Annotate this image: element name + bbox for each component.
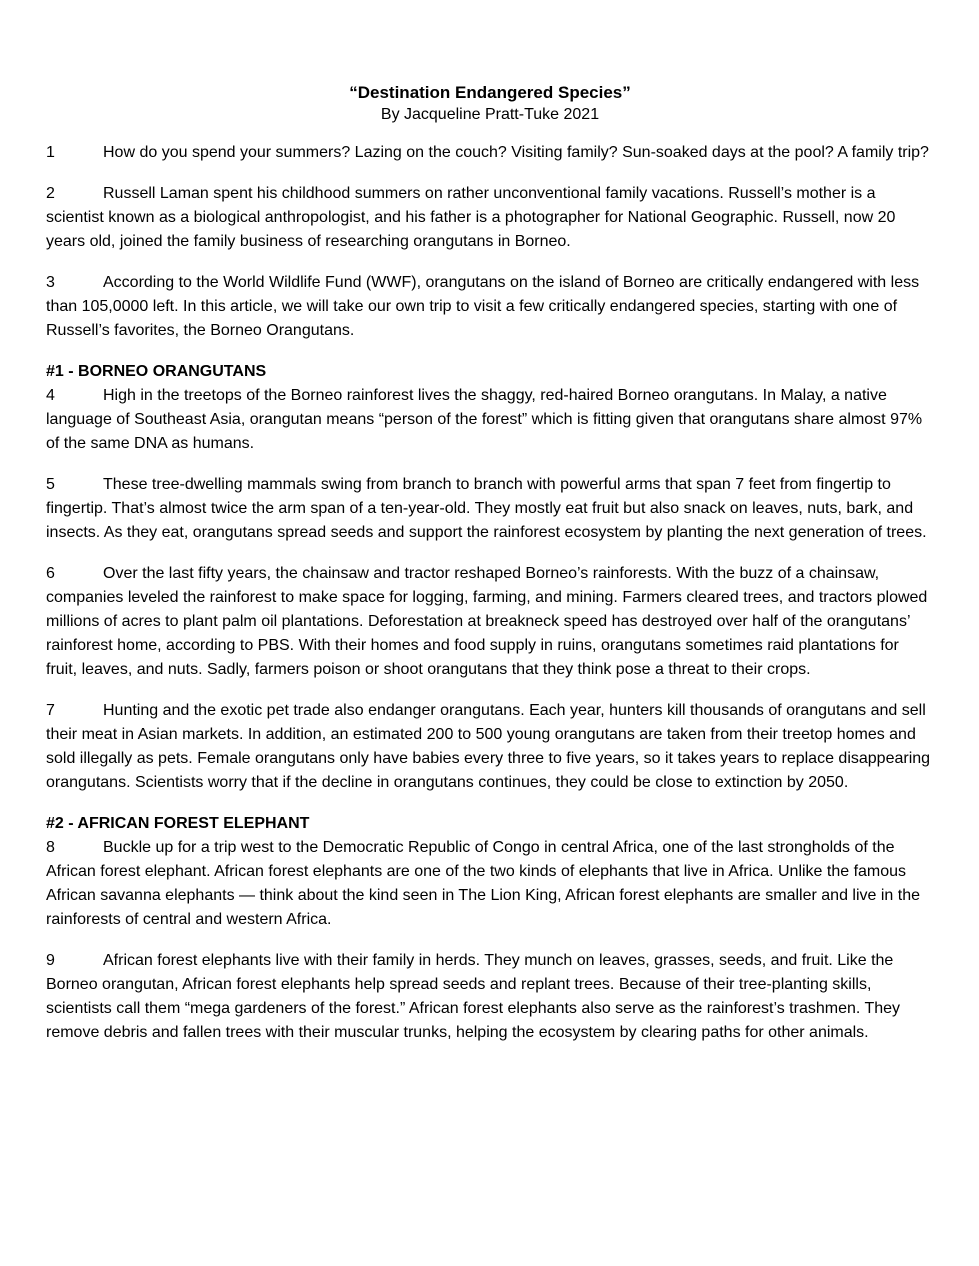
paragraph-3	[46, 271, 934, 343]
document-byline: By Jacqueline Pratt-Tuke 2021	[380, 106, 600, 123]
paragraph-9	[46, 949, 934, 1045]
paragraph-text: High in the treetops of the Borneo rainforest lives the shaggy, red-haired Borneo orangutans. In Malay, a native language of Southeast Asia, orangutan means “person of the forest” which is fitting given that orangutans share almost 97% of the same DNA as humans.	[46, 387, 923, 452]
paragraph-number: 9	[46, 952, 55, 969]
paragraph-text: Buckle up for a trip west to the Democratic Republic of Congo in central Africa, one of the last strongholds of the African forest elephant. African forest elephants are one of the two kinds of elephants that live in Africa. Unlike the famous African savanna elephants — think about the kind seen in The Lion King, African forest elephants are smaller and live in the rainforests of central and western Africa.	[46, 839, 921, 928]
paragraph-2	[46, 182, 934, 254]
document-title: “Destination Endangered Species”	[349, 83, 631, 102]
paragraph-number: 1	[46, 144, 55, 161]
paragraph-number: 5	[46, 476, 55, 493]
paragraph-number: 7	[46, 702, 55, 719]
paragraph-number: 8	[46, 839, 55, 856]
paragraph-4	[46, 384, 934, 456]
paragraph-number: 2	[46, 185, 55, 202]
paragraph-text: Over the last fifty years, the chainsaw and tractor reshaped Borneo’s rainforests. With the buzz of a chainsaw, companies leveled the rainforest to make space for logging, farming, and mining. Farmers cleared trees, and tractors plowed millions of acres to plant palm oil plantations. Deforestation at breakneck speed has destroyed over half of the orangutans’ rainforest home, according to PBS. With their homes and food supply in ruins, orangutans sometimes raid plantations for fruit, leaves, and nuts. Sadly, farmers poison or shoot orangutans that they think pose a threat to their crops.	[46, 565, 928, 678]
paragraph-5	[46, 473, 934, 545]
paragraph-text: Russell Laman spent his childhood summers on rather unconventional family vacations. Russell’s mother is a scientist known as a biological anthropologist, and his father is a photographer for National Geographic. Russell, now 20 years old, joined the family business of researching orangutans in Borneo.	[46, 185, 896, 250]
paragraph-7	[46, 699, 934, 795]
paragraph-number: 4	[46, 387, 55, 404]
paragraph-text: According to the World Wildlife Fund (WWF), orangutans on the island of Borneo are critically endangered with less than 105,0000 left. In this article, we will take our own trip to visit a few critically endangered species, starting with one of Russell’s favorites, the Borneo Orangutans.	[46, 274, 920, 339]
paragraph-number: 3	[46, 274, 55, 291]
paragraph-text: Hunting and the exotic pet trade also endanger orangutans. Each year, hunters kill thousands of orangutans and sell their meat in Asian markets. In addition, an estimated 200 to 500 young orangutans are taken from their treetop homes and sold illegally as pets. Female orangutans only have babies every three to five years, so it takes years to replace disappearing orangutans. Scientists worry that if the decline in orangutans continues, they could be close to extinction by 2050.	[46, 702, 931, 791]
paragraph-8	[46, 836, 934, 932]
paragraph-text: How do you spend your summers? Lazing on the couch? Visiting family? Sun-soaked days at the pool? A family trip?	[103, 144, 929, 161]
section-heading-borneo-orangutans: #1 - BORNEO ORANGUTANS	[46, 363, 267, 380]
paragraph-text: These tree-dwelling mammals swing from branch to branch with powerful arms that span 7 feet from fingertip to fingertip. That’s almost twice the arm span of a ten-year-old. They mostly eat fruit but also snack on leaves, nuts, bark, and insects. As they eat, orangutans spread seeds and support the rainforest ecosystem by planting the next generation of trees.	[46, 476, 927, 541]
section-heading-african-forest-elephant: #2 - AFRICAN FOREST ELEPHANT	[46, 815, 310, 832]
document-page	[46, 82, 934, 1062]
paragraph-6	[46, 562, 934, 682]
paragraph-1	[46, 141, 934, 165]
paragraph-number: 6	[46, 565, 55, 582]
paragraph-text: African forest elephants live with their family in herds. They munch on leaves, grasses, seeds, and fruit. Like the Borneo orangutan, African forest elephants help spread seeds and replant trees. Because of their tree-planting skills, scientists call them “mega gardeners of the forest.” African forest elephants also serve as the rainforest’s trashmen. They remove debris and fallen trees with their muscular trunks, helping the ecosystem by clearing paths for other animals.	[46, 952, 901, 1041]
